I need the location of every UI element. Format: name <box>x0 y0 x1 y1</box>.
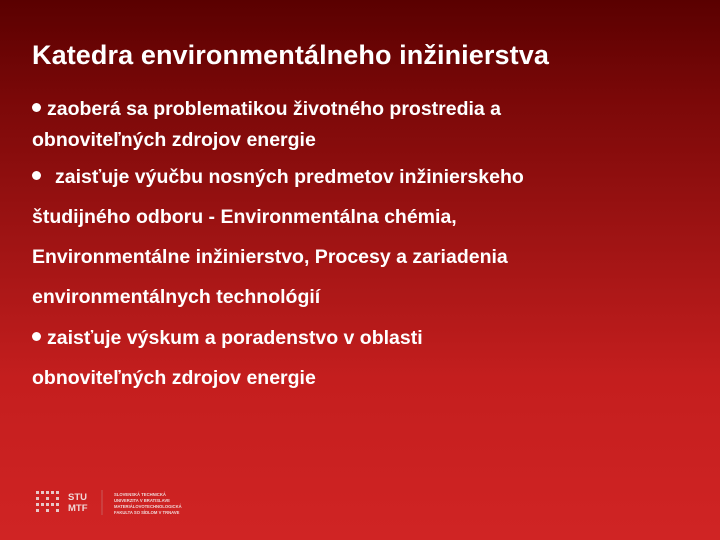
bullet-continuation: Environmentálne inžinierstvo, Procesy a zariadenia <box>32 246 508 268</box>
bullet-dot-icon <box>32 332 41 341</box>
bullet-item-teaching <box>32 166 524 189</box>
logo-text-line: MATERIÁLOVOTECHNOLOGICKÁ <box>114 504 182 509</box>
bullet-text: zaisťuje výskum a poradenstvo v oblasti <box>47 327 423 349</box>
logo-mark-bottom: MTF <box>68 503 88 514</box>
bullet-text: zaoberá sa problematikou životného prostredia a <box>47 98 502 120</box>
bullet-continuation: environmentálnych technológií <box>32 286 321 308</box>
slide-title: Katedra environmentálneho inžinierstva <box>32 40 549 70</box>
logo-dot-grid-icon <box>36 491 59 512</box>
logo-text-line: FAKULTA SO SÍDLOM V TRNAVE <box>114 510 180 515</box>
bullet-continuation: študijného odboru - Environmentálna chémia, <box>32 206 457 228</box>
logo-mark-top: STU <box>68 492 87 503</box>
bullet-dot-icon <box>32 171 41 180</box>
stu-mtf-logo <box>36 489 226 519</box>
bullet-dot-icon <box>32 103 41 112</box>
bullet-item-research-consulting <box>32 327 423 350</box>
logo-text-line: UNIVERZITA V BRATISLAVE <box>114 498 170 503</box>
bullet-item-research-area <box>32 98 501 121</box>
logo-text-line: SLOVENSKÁ TECHNICKÁ <box>114 492 166 497</box>
bullet-continuation: obnoviteľných zdrojov energie <box>32 129 316 151</box>
bullet-continuation: obnoviteľných zdrojov energie <box>32 367 316 389</box>
bullet-text: zaisťuje výučbu nosných predmetov inžinierskeho <box>55 166 524 188</box>
